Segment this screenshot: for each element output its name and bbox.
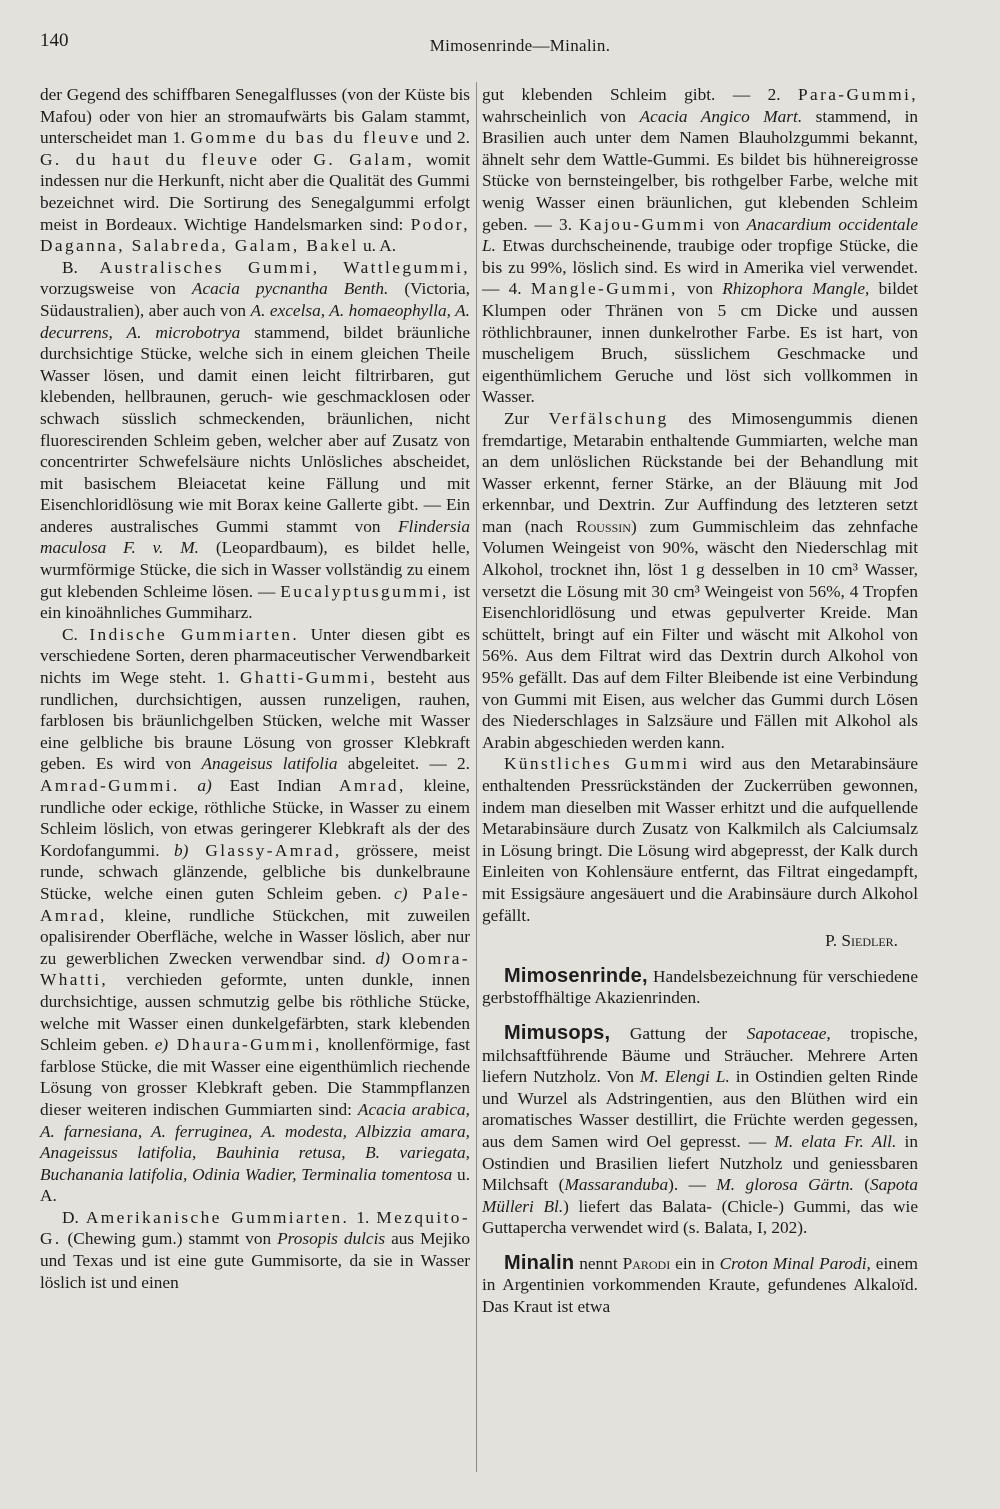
- right-column: [482, 84, 918, 1318]
- author-signature: P. Siedler.: [825, 931, 898, 951]
- paragraph-indian-gum: [40, 624, 470, 1207]
- italic-name: d): [375, 948, 390, 968]
- paragraph: [482, 84, 918, 408]
- italic-name: Acacia arabica, A. farnesiana, A. ferruginea, A. modesta, Albizzia amara, Anageissus latifolia, Bauhinia retusa, B. variegata, Buchanania latifolia, Odinia Wadier, Terminalia tomentosa: [40, 1099, 470, 1184]
- text: in Ostindien gelten Rinde und Wurzel als Adstringentien, aus den Blüthen wird ein aromatisches Wasser destillirt, die Früchte werden gegessen, aus dem Samen wird Oel gepresst. —: [482, 1067, 918, 1151]
- italic-name: M. elata Fr. All.: [774, 1131, 897, 1151]
- text: in Ostindien und Brasilien liefert Nutzholz und geniessbaren Milchsaft (: [482, 1131, 918, 1195]
- spaced-term: Dhaura-Gummi,: [168, 1035, 322, 1055]
- spaced-term: G. Galam,: [313, 149, 415, 169]
- text: aus Mejiko und Texas und ist eine gute Gummisorte, da sie in Wasser löslich ist und einen: [40, 1229, 470, 1292]
- paragraph-australian-gum: [40, 257, 470, 624]
- spaced-term: Eucalyptusgummi,: [280, 581, 449, 601]
- italic-name: Anageisus latifolia: [201, 754, 338, 774]
- text: (Victoria, Südaustralien), aber auch von: [40, 279, 470, 320]
- text: 1.: [349, 1207, 377, 1227]
- text: von: [677, 279, 723, 299]
- text: Gattung der: [610, 1023, 747, 1043]
- author-name: Parodi: [622, 1253, 671, 1273]
- paragraph-adulteration: [482, 408, 918, 754]
- text: stammend, in Brasilien auch unter dem Namen Blauholzgummi bekannt, ähnelt sehr dem Wattle-Gummi. Es bildet bis hühnereigrosse Stücke von bernsteingelber, bis rothgelber Farbe, welche mit wenig Wasser einen bräunlichen, gut klebenden Schleim geben. — 3.: [482, 106, 919, 234]
- text: Unter diesen gibt es verschiedene Sorten, deren pharmaceutischer Verwendbarkeit nichts im Wege steht. 1.: [40, 624, 470, 688]
- italic-name: Anacardium occidentale L.: [482, 214, 918, 256]
- text: verchieden geformte, unten dunkle, innen durchsichtige, aussen schmutzig gelbe bis röthliche Stücke, welche mit Wasser einen dunkelgefärbten, stark klebenden Schleim geben.: [40, 970, 470, 1055]
- entry-minalin: [482, 1253, 918, 1318]
- italic-name: Acacia Angico Mart.: [639, 106, 803, 126]
- italic-name: Croton Minal Parodi,: [719, 1253, 871, 1273]
- italic-name: b): [174, 840, 189, 860]
- italic-name: Rhizophora Mangle,: [722, 279, 870, 299]
- italic-name: a): [179, 776, 212, 795]
- text: oder: [259, 149, 314, 169]
- text: von: [706, 214, 747, 234]
- spaced-term: Glassy-Amrad,: [188, 840, 342, 860]
- text: (Chewing gum.) stammt von: [61, 1229, 278, 1249]
- text: kleine, rundliche oder eckige, röthliche Stücke, in Wasser zu einem Schleim löslich, von etwas geringerer Klebkraft als der des Kordofangummi.: [40, 776, 470, 860]
- spaced-term: Para-Gummi,: [798, 85, 918, 104]
- text: ) zum Gummischleim das zehnfache Volumen Weingeist von 90%, wäscht den Niederschlag mit Alkohol, trocknet ihn, löst 1 g desselben in 10 cm³ Wasser, versetzt die Lösung mit 30 cm³ Weingeist von 56%, 4 Tropfen Eisenchloridlösung und etwas gepulverter Kreide. Man schüttelt, bringt auf ein Filter und wäscht mit Alkohol von 56%. Aus dem Filtrat wird das Dextrin durch Alkohol von 95% gefällt. Das auf dem Filter Bleibende ist eine Verbindung von Gummi mit Eisen, aus welcher das Gummi durch Lösen des Niederschlages in Salzsäure und Fällen mit Alkohol als Arabin abgeschieden werden kann.: [482, 516, 918, 752]
- text: besteht aus rundlichen, durchsichtigen, aussen runzeligen, rauhen, farblosen bis bräunlichgelben Stücken, welche mit Wasser eine gelbliche bis braune Lösung von grosser Klebkraft geben. Es wird von: [40, 668, 470, 774]
- author-name: Roussin: [576, 516, 631, 536]
- text: womit indessen nur die Herkunft, nicht aber die Qualität des Gummi bezeichnet wird. Die Sortirung des Senegalgummi erfolgt meist in Bordeaux. Wichtige Handelsmarken sind:: [40, 149, 470, 234]
- entry-headword: Mimosenrinde,: [504, 964, 648, 987]
- text: bildet Klumpen oder Thränen von 5 cm Dicke und aussen röthlichbrauner, innen dunkelrother Farbe. Es ist hart, von muscheligem Bruch, süsslichem Geschmacke und eigenthümlichem Geruche und löst sich vollkommen in Wasser.: [482, 279, 919, 407]
- text: ein in: [670, 1253, 720, 1273]
- paragraph-artificial-gum: [482, 753, 918, 926]
- text: Etwas durchscheinende, traubige oder tropfige Stücke, die bis zu 99%, löslich sind. Es wird in Amerika viel verwendet. — 4.: [482, 236, 918, 299]
- text: der Gegend des schiffbaren Senegalflusses (von der Küste bis Mafou) oder von hier an stromaufwärts bis Galam stammt, unterscheidet man 1.: [40, 85, 470, 148]
- spaced-term: Mangle-Gummi,: [530, 279, 678, 299]
- text: C.: [62, 624, 90, 644]
- text: wahrscheinlich von: [482, 106, 640, 126]
- entry-mimosenrinde: [482, 966, 918, 1009]
- spaced-term: Amrad,: [338, 776, 406, 795]
- text: kleine, rundliche Stückchen, mit zuweilen opalisirender Oberfläche, welche in Wasser löslich, aber nur zu gewerblichen Zwecken verwendbar sind.: [40, 905, 470, 968]
- spaced-term: Australisches Gummi, Wattlegummi,: [99, 257, 471, 277]
- entry-headword: Mimusops,: [504, 1021, 611, 1044]
- text: u. A.: [358, 236, 397, 256]
- text: (: [853, 1175, 870, 1195]
- page-header: [40, 30, 940, 60]
- text: D.: [62, 1207, 86, 1227]
- text: B.: [62, 257, 100, 277]
- spaced-term: Indische Gummiarten.: [89, 624, 300, 644]
- page-number: 140: [40, 30, 69, 51]
- italic-name: Sapota Mülleri Bl.: [482, 1175, 918, 1216]
- spaced-term: Pale-Amrad,: [40, 883, 470, 925]
- text: grössere, meist runde, schwach glänzende, gelbliche bis dunkelbraune Stücke, welche einen guten Schleim geben.: [40, 840, 470, 903]
- entry-mimusops: [482, 1023, 918, 1239]
- text: Zur: [504, 408, 549, 428]
- text: wird aus den Metarabinsäure enthaltenden Pressrückständen der Zuckerrüben gewonnen, indem man dieselben mit Wasser erhitzt und die aufquellende Metarabinsäure durch Zusatz von Kalkmilch als Calciumsalz in Lösung bringt. Die Lösung wird abgepresst, der Kalk durch Einleiten von Kohlensäure entfernt, das Filtrat eingedampft, mit Essigsäure angesäuert und die Arabinsäure durch Alkohol gefällt.: [482, 754, 919, 925]
- left-column: [40, 84, 470, 1293]
- text: Handelsbezeichnung für verschiedene gerbstoffhältige Akazienrinden.: [482, 966, 918, 1008]
- spaced-term: Amrad-Gummi.: [40, 776, 180, 795]
- text: abgeleitet. — 2.: [337, 754, 471, 774]
- spaced-term: Ghatti-Gummi,: [239, 668, 378, 688]
- italic-name: Prosopis dulcis: [277, 1229, 386, 1249]
- italic-name: Acacia pycnantha Benth.: [191, 279, 389, 299]
- spaced-term: Podor, Daganna, Salabreda, Galam, Bakel: [40, 214, 470, 256]
- entry-headword: Minalin: [504, 1251, 575, 1274]
- text: ). —: [668, 1175, 717, 1195]
- text: knollenförmige, fast farblose Stücke, die mit Wasser eine eigenthümlich riechende Lösung von grosser Klebkraft geben. Die Stammpflanzen dieser weiteren indischen Gummiarten sind:: [40, 1035, 470, 1119]
- paragraph-american-gum: [40, 1207, 470, 1293]
- spaced-term: Amerikanische Gummiarten.: [85, 1207, 350, 1227]
- text: (Leopardbaum), es bildet helle, wurmförmige Stücke, die sich in Wasser vollständig zu einem gut klebenden Schleime lösen. —: [40, 538, 470, 601]
- spaced-term: Verfälschung: [548, 408, 669, 428]
- spaced-term: Kajou-Gummi: [579, 214, 707, 234]
- italic-name: Sapotaceae,: [746, 1023, 831, 1043]
- text: u. A.: [40, 1164, 471, 1206]
- text: tropische, milchsaftführende Bäume und Sträucher. Mehrere Arten liefern Nutzholz. Von: [482, 1023, 918, 1087]
- text: ) liefert das Balata- (Chicle-) Gummi, das wie Guttapercha verwendet wird (s. Balata, I, 202).: [482, 1196, 918, 1238]
- italic-name: Flindersia maculosa F. v. M.: [40, 516, 470, 558]
- italic-name: M. Elengi L.: [640, 1067, 730, 1087]
- running-title: Mimosenrinde—Minalin.: [429, 36, 611, 55]
- spaced-term: Gomme du bas du fleuve: [190, 128, 421, 148]
- italic-name: A. excelsa, A. homaeophylla, A. decurrens, A. microbotrya: [40, 300, 470, 342]
- text: vorzugsweise von: [40, 279, 192, 299]
- column-divider: [476, 82, 477, 1472]
- spaced-term: Mezquito-G.: [40, 1207, 470, 1249]
- text: des Mimosengummis dienen fremdartige, Metarabin enthaltende Gummiarten, welche man an dem unlöslichen Rückstande bei der Behandlung mit Wasser erkennt, ferner Stärke, an der Bläuung mit Jod erkennbar, und Dextrin. Zur Auffindung des letzteren setzt man (nach: [482, 408, 918, 536]
- text: stammend, bildet bräunliche durchsichtige Stücke, welche sich in einem gleichen Theile Wasser lösen, und damit einen leicht filtrirbaren, gut klebenden, hellbraunen, geruch- wie geschmacklosen oder schwach süsslich schmeckenden, bräunlichen, nicht fluorescirenden Schleim geben, welcher aber auf Zusatz von concentrirter Schwefelsäure nichts Unlösliches abscheidet, mit basischem Bleiacetat keine Fällung und mit Eisenchloridlösung wie mit Borax keine Gallerte gibt. — Ein anderes australisches Gummi stammt von: [40, 322, 470, 536]
- spaced-term: Oomra-Whatti,: [40, 948, 470, 990]
- spaced-term: Künstliches Gummi: [504, 754, 690, 774]
- text: ist ein kinoähnliches Gummiharz.: [40, 581, 470, 623]
- italic-name: c): [394, 883, 408, 903]
- text: nennt: [574, 1253, 623, 1273]
- text: gut klebenden Schleim gibt. — 2.: [482, 85, 798, 104]
- text: einem in Argentinien vorkommenden Kraute, gefundenes Alkaloïd. Das Kraut ist etwa: [482, 1253, 919, 1317]
- italic-name: M. glorosa Gärtn.: [716, 1175, 854, 1195]
- text: East Indian: [211, 776, 339, 795]
- italic-name: Massaranduba: [564, 1175, 669, 1195]
- spaced-term: G. du haut du fleuve: [40, 149, 260, 169]
- italic-name: e): [154, 1035, 169, 1055]
- paragraph: [40, 84, 470, 257]
- text: und 2.: [420, 128, 470, 148]
